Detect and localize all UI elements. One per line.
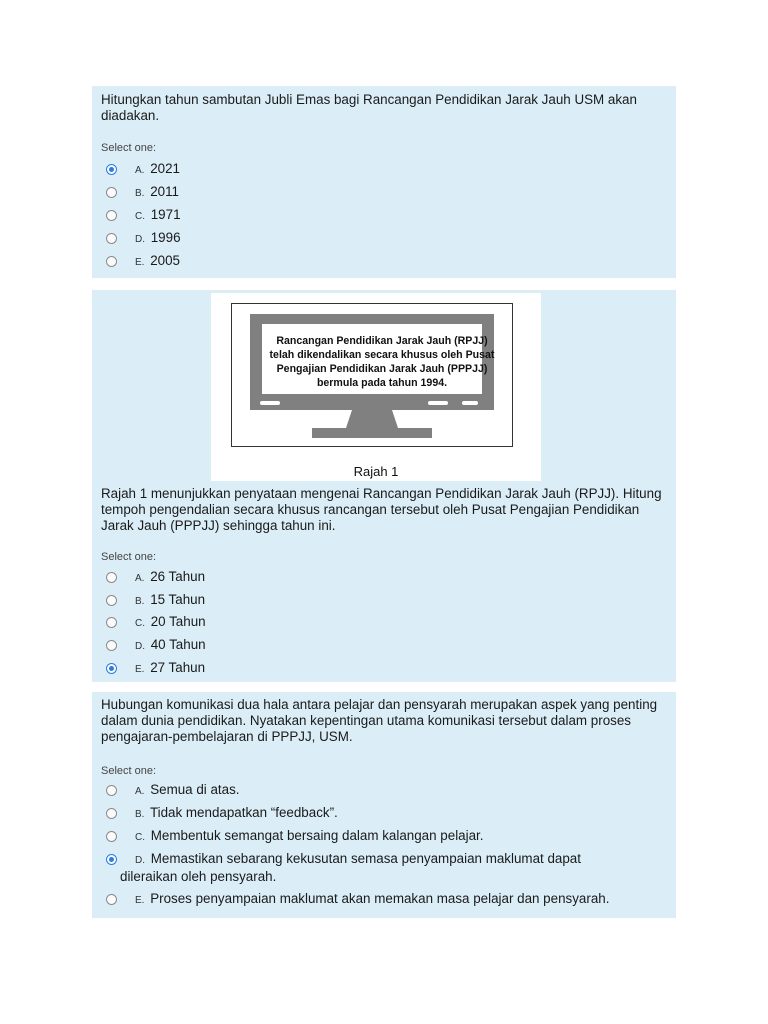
option-letter: E. xyxy=(135,895,145,906)
option-letter: A. xyxy=(135,573,145,584)
question-2-panel xyxy=(92,290,676,682)
q2-option-e[interactable] xyxy=(104,660,664,680)
radio-icon[interactable] xyxy=(106,831,117,842)
radio-icon[interactable] xyxy=(106,233,117,244)
option-letter: B. xyxy=(135,596,145,607)
radio-selected-icon[interactable] xyxy=(106,854,117,865)
q1-option-a[interactable] xyxy=(104,161,664,181)
question-2-text: Rajah 1 menunjukkan penyataan mengenai Rancangan Pendidikan Jarak Jauh (RPJJ). Hitung tempoh pengendalian secara khusus rancangan tersebut oleh Pusat Pengajian Pendidikan Jarak Jauh (PPPJJ) sehingga tahun ini. xyxy=(101,486,662,533)
q2-option-a[interactable] xyxy=(104,569,664,589)
option-label: 2011 xyxy=(150,184,179,199)
radio-icon[interactable] xyxy=(106,210,117,221)
option-label: Memastikan sebarang kekusutan semasa penyampaian maklumat dapat xyxy=(150,851,581,866)
q1-option-c[interactable] xyxy=(104,207,664,227)
figure-caption: Rajah 1 xyxy=(353,464,399,479)
figure-rajah-1 xyxy=(211,293,541,481)
q1-option-e[interactable] xyxy=(104,253,664,273)
option-letter: E. xyxy=(135,257,145,268)
option-label: 1996 xyxy=(150,230,181,245)
q3-option-c[interactable] xyxy=(104,828,664,848)
option-letter: A. xyxy=(135,165,145,176)
q3-option-b[interactable] xyxy=(104,805,664,825)
select-one-label: Select one: xyxy=(101,765,157,777)
q2-option-b[interactable] xyxy=(104,592,664,612)
option-letter: C. xyxy=(135,211,145,222)
q1-option-d[interactable] xyxy=(104,230,664,250)
radio-icon[interactable] xyxy=(106,640,117,651)
option-label-continued: dileraikan oleh pensyarah. xyxy=(120,869,277,884)
q2-option-c[interactable] xyxy=(104,614,664,634)
select-one-label: Select one: xyxy=(101,142,157,154)
question-1-panel xyxy=(92,86,676,278)
option-letter: D. xyxy=(135,234,145,245)
radio-selected-icon[interactable] xyxy=(106,164,117,175)
option-letter: C. xyxy=(135,618,145,629)
option-letter: B. xyxy=(135,188,145,199)
monitor-screen-text: Rancangan Pendidikan Jarak Jauh (RPJJ) telah dikendalikan secara khusus oleh Pusat Pengajian Pendidikan Jarak Jauh (PPPJJ) bermula pada tahun 1994. xyxy=(269,335,495,389)
radio-icon[interactable] xyxy=(106,808,117,819)
option-label: Proses penyampaian maklumat akan memakan masa pelajar dan pensyarah. xyxy=(150,891,610,906)
radio-icon[interactable] xyxy=(106,572,117,583)
q3-option-d[interactable] xyxy=(104,851,664,887)
option-label: 2005 xyxy=(150,253,180,268)
option-letter: C. xyxy=(135,832,145,843)
radio-icon[interactable] xyxy=(106,187,117,198)
q1-option-b[interactable] xyxy=(104,184,664,204)
radio-icon[interactable] xyxy=(106,617,117,628)
radio-selected-icon[interactable] xyxy=(106,663,117,674)
option-label: Membentuk semangat bersaing dalam kalangan pelajar. xyxy=(150,828,484,843)
question-3-panel xyxy=(92,692,676,918)
q2-option-d[interactable] xyxy=(104,637,664,657)
q3-option-a[interactable] xyxy=(104,782,664,802)
option-letter: D. xyxy=(135,855,145,866)
option-label: Tidak mendapatkan “feedback”. xyxy=(149,805,338,820)
radio-icon[interactable] xyxy=(106,894,117,905)
option-label: 1971 xyxy=(150,207,181,222)
question-3-text: Hubungan komunikasi dua hala antara pelajar dan pensyarah merupakan aspek yang penting dalam dunia pendidikan. Nyatakan kepentingan utama komunikasi tersebut dalam proses pengajaran-pembelajaran di PPPJJ, USM. xyxy=(101,697,658,744)
option-letter: B. xyxy=(135,809,145,820)
option-label: Semua di atas. xyxy=(150,782,240,797)
option-label: 2021 xyxy=(150,161,180,176)
option-label: 15 Tahun xyxy=(150,592,206,607)
option-letter: D. xyxy=(135,641,145,652)
option-label: 27 Tahun xyxy=(150,660,206,675)
option-label: 20 Tahun xyxy=(150,614,206,629)
select-one-label: Select one: xyxy=(101,551,157,563)
q3-option-e[interactable] xyxy=(104,891,664,911)
option-letter: E. xyxy=(135,664,145,675)
option-letter: A. xyxy=(135,786,145,797)
radio-icon[interactable] xyxy=(106,785,117,796)
question-1-text: Hitungkan tahun sambutan Jubli Emas bagi Rancangan Pendidikan Jarak Jauh USM akan diadakan. xyxy=(101,92,637,123)
option-label: 40 Tahun xyxy=(150,637,206,652)
radio-icon[interactable] xyxy=(106,595,117,606)
figure-frame xyxy=(231,303,513,447)
radio-icon[interactable] xyxy=(106,256,117,267)
option-label: 26 Tahun xyxy=(150,569,206,584)
